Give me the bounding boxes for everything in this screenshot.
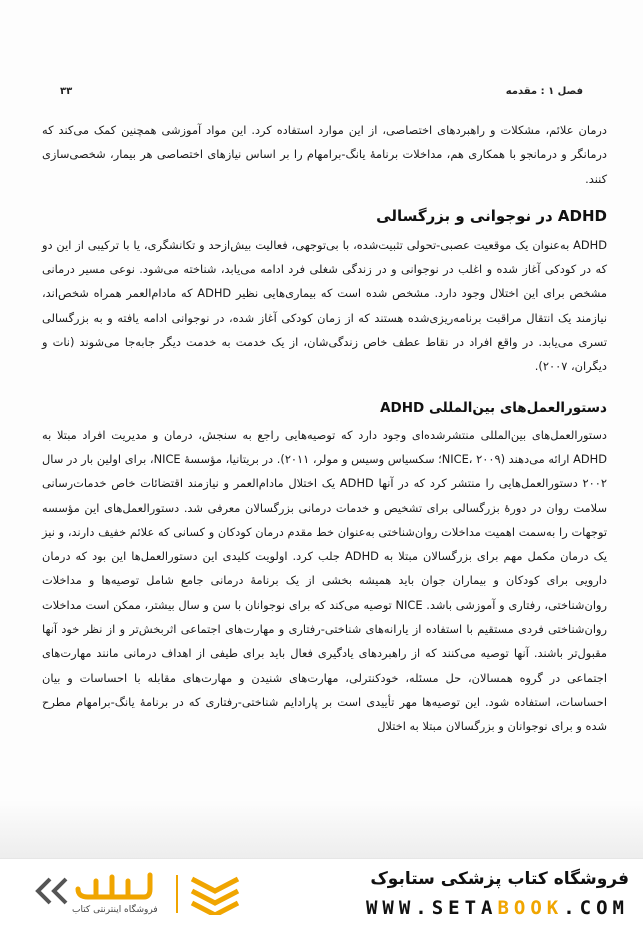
url-part-2: BOOK bbox=[497, 897, 564, 919]
guidelines-paragraph: دستورالعمل‌های بین‌المللی منتشرشده‌ای وجود دارد که توصیه‌هایی راجع به سنجش، درمان و مدیریت افراد مبتلا به ADHD ارائه می‌دهند (NICE، ۲۰۰۹؛ سکسیاس وسیس و مولر، ۲۰۱۱). در بریتانیا، مؤسسهٔ NICE، برای اولین بار در سال ۲۰۰۲ دستورالعمل‌هایی را منتشر کرد که در آنها ADHD یک اختلال مادام‌العمر و نیازمند اقتضائات خاص خدمات‌رسانی سلامت روان در دورهٔ بزرگسالی برای تشخیص و خدمات درمانی بزرگسالان معرفی شد. دستورالعمل‌های این مؤسسه توجهات را به‌سمت اهمیت مداخلات روان‌شناختی به‌عنوان خط مقدم درمان کودکان و کسانی که علائم خفیف دارند، و نیز یک درمان مکمل مهم برای بزرگسالان مبتلا به ADHD جلب کرد. اولویت کلیدی این دستورالعمل‌ها این بود که درمان دارویی برای کودکان و بیماران جوان باید همیشه بخشی از یک برنامهٔ درمانی جامع شامل توصیه‌ها و مداخلات روان‌شناختی، رفتاری و آموزشی باشد. NICE توصیه می‌کند که برای نوجوانان با سن و سال بیشتر، ممکن است مداخلات روان‌شناختی فردی مستقیم با استفاده از یارانه‌های شناختی-رفتاری و مهارت‌های اجتماعی اثربخش‌تر و از نظر خود آنها مقبول‌تر باشند. آنها توصیه می‌کنند که از راهبردهای یادگیری فعال باید برای طیفی از اهداف درمانی مانند مهارت‌های اجتماعی در گروه همسالان، حل مسئله، خودکنترلی، مهارت‌های شنیدن و مهارت‌های مقابله با احساسات و بیان احساسات، استفاده شود. این توصیه‌ها مهر تأییدی است بر پارادایم شناختی-رفتاری که در برنامهٔ یانگ-برامهام مطرح شده و برای نوجوانان و بزرگسالان مبتلا به اختلال bbox=[41, 427, 608, 734]
chapter-label: فصل ۱ : مقدمه bbox=[505, 86, 583, 97]
page-number: ۳۳ bbox=[60, 86, 73, 97]
section-heading-guidelines: دستورالعمل‌های بین‌المللی ADHD bbox=[380, 399, 607, 416]
logo-word-text: ستابوک bbox=[114, 887, 118, 888]
page-content bbox=[42, 118, 607, 739]
intro-paragraph: درمان علائم، مشکلات و راهبردهای اختصاصی، از این موارد استفاده کرد. این مواد آموزشی همچنین کمک می‌کند که درمانگر و درمانجو با همکاری هم، مداخلات برنامهٔ یانگ-برامهام را بر اساس نیازهای اختصاصی هر بیمار، شخصی‌سازی کنند. bbox=[42, 123, 607, 186]
url-part-3: .COM bbox=[563, 897, 629, 919]
shop-title: فروشگاه کتاب پزشکی ستابوک bbox=[370, 869, 629, 889]
banner-divider bbox=[176, 875, 178, 913]
store-banner bbox=[0, 858, 643, 927]
section-heading-adhd: ADHD در نوجوانی و بزرگسالی bbox=[376, 206, 607, 225]
logo-wordmark bbox=[74, 867, 154, 903]
book-emblem-icon bbox=[188, 873, 242, 915]
setabook-logo[interactable] bbox=[34, 869, 184, 921]
logo-subtitle: فروشگاه اینترنتی کتاب bbox=[72, 905, 158, 915]
url-part-1: WWW.SETA bbox=[365, 897, 498, 919]
shop-url-link[interactable] bbox=[366, 897, 629, 919]
double-chevron-icon bbox=[34, 877, 70, 905]
page-bottom-shadow bbox=[0, 800, 643, 860]
adhd-paragraph: ADHD به‌عنوان یک موقعیت عصبی-تحولی تثبیت‌شده، با بی‌توجهی، فعالیت بیش‌ازحد و تکانشگری، یا با ترکیبی از این دو که در کودکی آغاز شده و اغلب در نوجوانی و در زندگی شغلی فرد ادامه می‌یابد، شناخته می‌شود. نوعی مسیر درمانی مشخص برای این اختلال وجود دارد. مشخص شده است که بیماری‌هایی نظیر ADHD که مادام‌العمر همراه شخص‌اند، نیازمند یک انتقال مراقبت برنامه‌ریزی‌شده هستند که از زمان کودکی آغاز شده، در نوجوانی ادامه یافته و به بزرگسالی تسری می‌یابد. در واقع افراد در نقاط عطف خاص زندگی‌شان، از یک خدمت به خدمت دیگر جابه‌جا می‌شوند (نات و دیگران، ۲۰۰۷). bbox=[42, 237, 607, 374]
